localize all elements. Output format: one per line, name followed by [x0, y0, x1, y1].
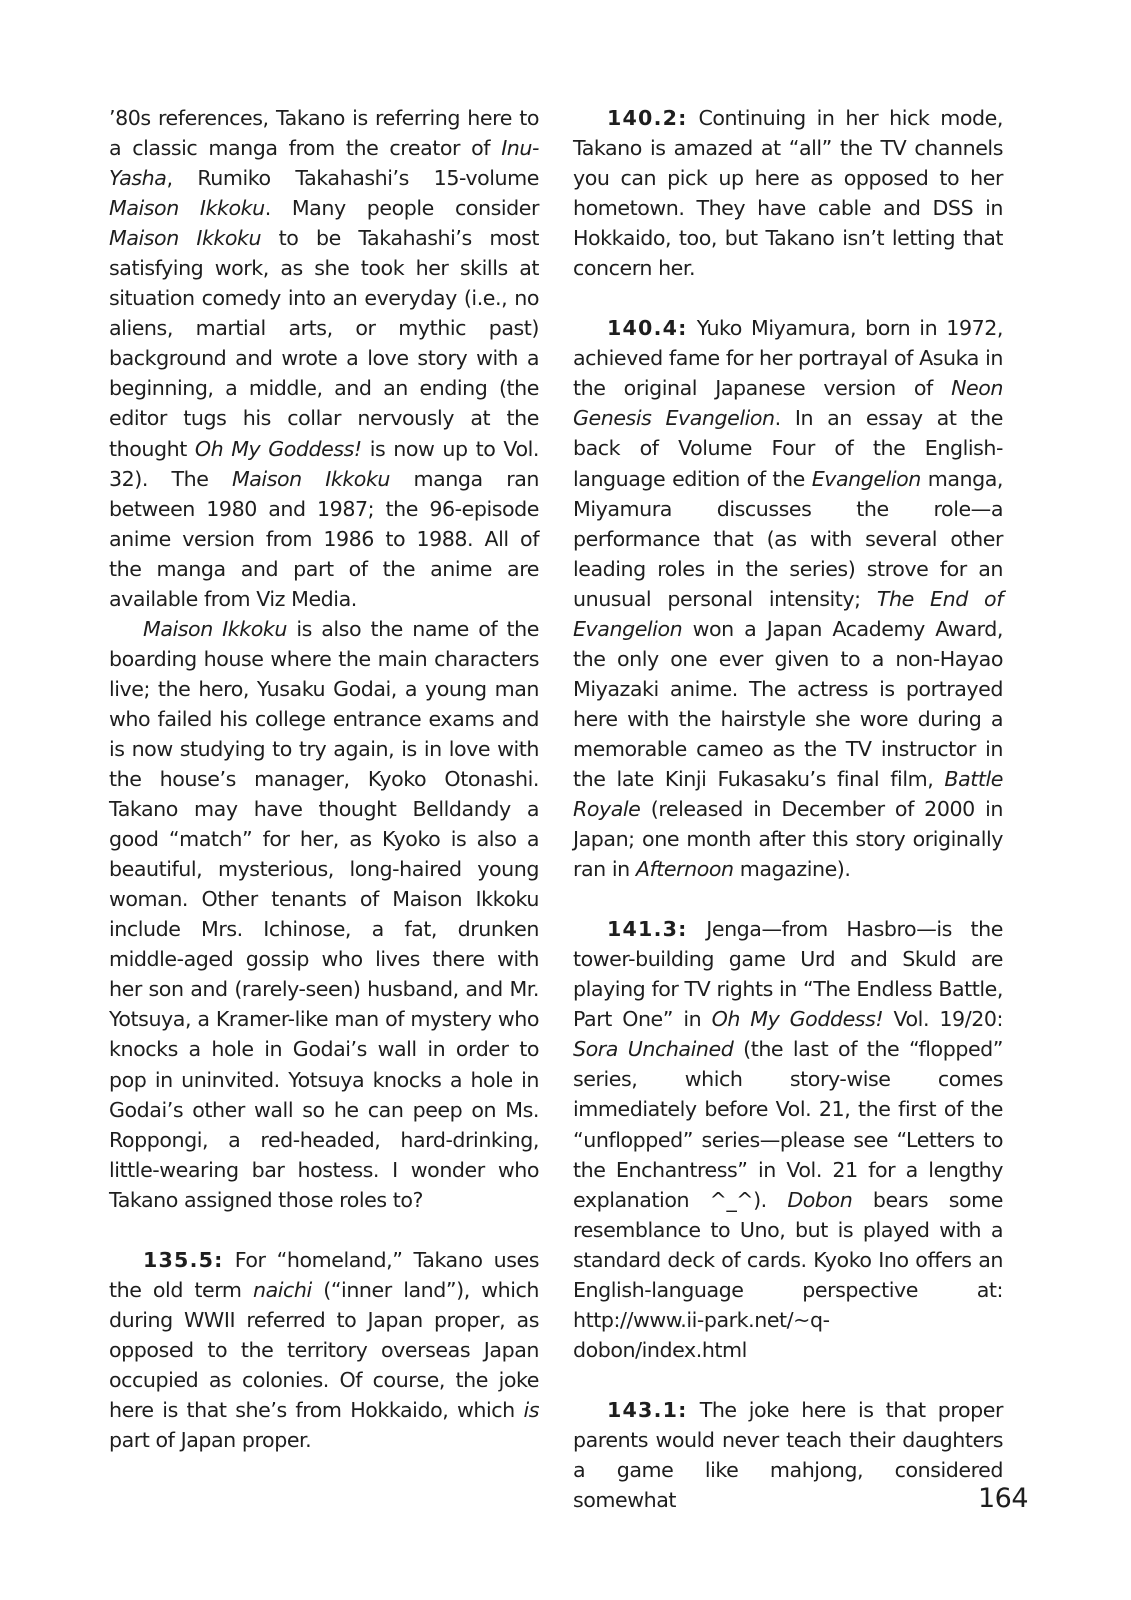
text-run: is now up to Vol. 32). The	[109, 436, 539, 491]
text-run: magazine).	[733, 857, 851, 882]
text-run: . Many people consider	[264, 196, 539, 221]
text-run: bears some resemblance to Uno, but is played with a standard deck of cards. Kyoko Ino offers an English-language perspective at: http://www.ii-park.net/~q-dobon/index.html	[573, 1187, 1003, 1362]
italic-title: Dobon	[787, 1187, 853, 1212]
text-run: (the last of the “flopped” series, which story-wise comes immediately before Vol. 21, the first of the “unflopped” series—please see “Letters to the Enchantress” in Vol. 21 for a lengthy explanation ^_^).	[573, 1037, 1004, 1212]
text-run: manga, Miyamura discusses the role—a performance that (as with several other leading roles in the series) strove for an unusual personal intensity;	[573, 466, 1003, 611]
paragraph-boarding-house	[109, 614, 539, 1215]
italic-emphasis: is	[523, 1397, 539, 1422]
italic-title: Oh My Goddess!	[194, 436, 362, 461]
text-run: (released in December of 2000 in Japan; one month after this story originally ran in	[573, 797, 1003, 882]
italic-title: The End of Evangelion	[573, 586, 1003, 641]
left-column	[109, 103, 539, 1455]
italic-title: Battle Royale	[573, 766, 1003, 822]
text-run: Jenga—from Hasbro—is the tower-building game Urd and Skuld are playing for TV rights in “The Endless Battle, Part One” in	[573, 917, 1003, 1032]
text-run: Vol. 19/20:	[883, 1007, 1003, 1032]
page-number: 164	[978, 1483, 1029, 1514]
note-number: 143.1:	[607, 1397, 688, 1422]
text-run: won a Japan Academy Award, the only one ever given to a non-Hayao Miyazaki anime. The actress is portrayed here with the hairstyle she wore during a memorable cameo as the TV instructor in the late Kinji Fukasaku’s final film,	[573, 616, 1003, 791]
text-run: ’80s references, Takano is referring here to a classic manga from the creator of	[109, 106, 539, 161]
italic-title: Afternoon	[635, 857, 734, 882]
italic-title: Maison Ikkoku	[109, 226, 262, 251]
italic-title: Maison Ikkoku	[109, 196, 265, 221]
note-number: 140.4:	[607, 316, 688, 341]
note-140-4	[573, 313, 1003, 884]
text-run: is also the name of the boarding house where the main characters live; the hero, Yusaku Godai, a young man who failed his college entrance exams and is now studying to try again, is in love with the house’s manager, Kyoko Otonashi. Takano may have thought Belldandy a good “match” for her, as Kyoko is also a beautiful, mysterious, long-haired young woman. Other tenants of Maison Ikkoku include Mrs. Ichinose, a fat, drunken middle-aged gossip who lives there with her son and (rarely-seen) husband, and Mr. Yotsuya, a Kramer-like man of mystery who knocks a hole in Godai’s wall in order to pop in uninvited. Yotsuya knocks a hole in Godai’s other wall so he can peep on Ms. Roppongi, a red-headed, hard-drinking, little-wearing bar hostess. I wonder who Takano assigned those roles to?	[109, 616, 539, 1212]
note-number: 141.3:	[607, 917, 688, 942]
text-run: manga ran between 1980 and 1987; the 96-episode anime version from 1986 to 1988. All of the manga and part of the anime are available from Viz Media.	[109, 466, 539, 611]
text-run: Yuko Miyamura, born in 1972, achieved fame for her portrayal of Asuka in the original Japanese version of	[573, 316, 1003, 401]
italic-title: Maison Ikkoku	[143, 616, 287, 641]
text-run: (“inner land”), which during WWII referred to Japan proper, as opposed to the territory overseas Japan occupied as colonies. Of course, the joke here is that she’s from Hokkaido, which	[109, 1277, 539, 1422]
italic-title: Inu-Yasha	[109, 136, 539, 191]
italic-title: Oh My Goddess!	[711, 1007, 884, 1032]
note-140-2	[573, 103, 1003, 283]
note-number: 140.2:	[607, 106, 688, 130]
text-run: to be Takahashi’s most satisfying work, as she took her skills at situation comedy into an everyday (i.e., no aliens, martial arts, or mythic past) background and wrote a love story with a beginning, a middle, and an ending (the editor tugs his collar nervously at the thought	[109, 226, 539, 461]
note-143-1	[573, 1395, 1003, 1515]
right-column	[573, 103, 1003, 1515]
italic-term: naichi	[252, 1277, 312, 1302]
note-135-5	[109, 1245, 539, 1455]
italic-title: Maison Ikkoku	[231, 466, 391, 491]
note-number: 135.5:	[143, 1247, 224, 1272]
text-run: The joke here is that proper parents would never teach their daughters a game like mahjong, considered somewhat	[573, 1397, 1003, 1513]
italic-title: Sora Unchained	[573, 1037, 734, 1062]
text-run: Continuing in her hick mode, Takano is amazed at “all” the TV channels you can pick up here as opposed to her hometown. They have cable and DSS in Hokkaido, too, but Takano isn’t letting that concern her.	[573, 106, 1003, 281]
text-run: . In an essay at the back of Volume Four of the English-language edition of the	[573, 406, 1003, 491]
italic-title: Evangelion	[811, 466, 921, 491]
text-run: For “homeland,” Takano uses the old term	[109, 1247, 539, 1302]
note-141-3	[573, 914, 1003, 1365]
text-run: part of Japan proper.	[109, 1428, 312, 1453]
paragraph-maison-ikkoku-intro	[109, 103, 539, 614]
italic-title: Neon Genesis Evangelion	[573, 376, 1003, 431]
text-run: , Rumiko Takahashi’s 15-volume	[166, 166, 539, 191]
